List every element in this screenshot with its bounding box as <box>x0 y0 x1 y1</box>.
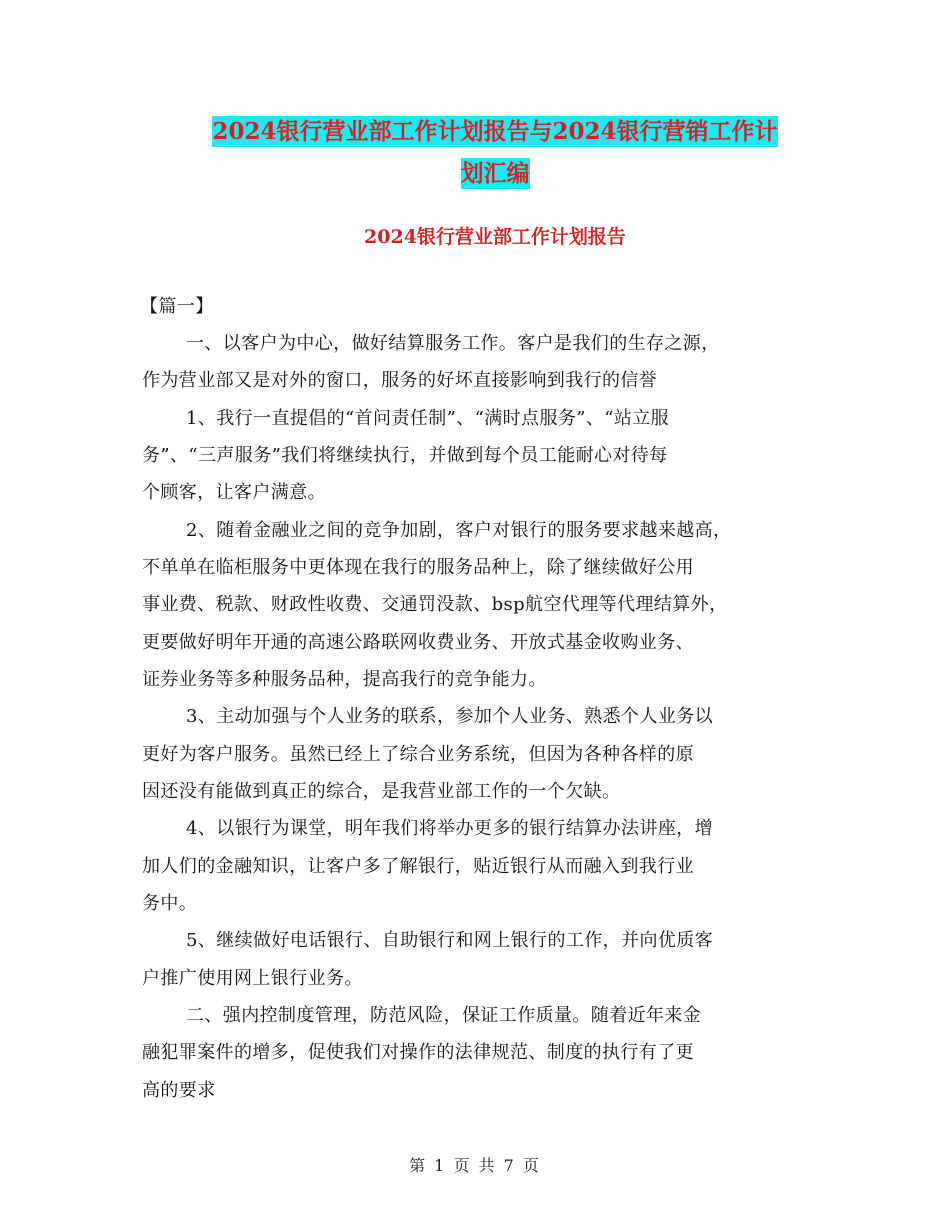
body-line: 不单单在临柜服务中更体现在我行的服务品种上，除了继续做好公用 <box>142 557 694 578</box>
body-line: 务中。 <box>142 893 198 914</box>
body-line: 一、以客户为中心，做好结算服务工作。客户是我们的生存之源， <box>186 333 720 354</box>
document-title-line-1 <box>140 116 850 148</box>
body-line: 5、继续做好电话银行、自助银行和网上银行的工作，并向优质客 <box>186 930 714 951</box>
body-line: 更好为客户服务。虽然已经上了综合业务系统，但因为各种各样的原 <box>142 744 694 765</box>
body-line: 务”、“三声服务”我们将继续执行，并做到每个员工能耐心对待每 <box>142 445 668 466</box>
document-title-line-2 <box>140 158 850 190</box>
body-line: 加人们的金融知识，让客户多了解银行，贴近银行从而融入到我行业 <box>142 856 694 877</box>
body-line: 3、主动加强与个人业务的联系，参加个人业务、熟悉个人业务以 <box>186 706 714 727</box>
body-line: 个顾客，让客户满意。 <box>142 482 326 503</box>
title-highlight: 划汇编 <box>460 160 530 187</box>
body-line: 【篇一】 <box>140 296 214 317</box>
body-line: 4、以银行为课堂，明年我们将举办更多的银行结算办法讲座，增 <box>186 818 714 839</box>
body-line: 因还没有能做到真正的综合，是我营业部工作的一个欠缺。 <box>142 781 621 802</box>
body-line: 1、我行一直提倡的“首问责任制”、“满时点服务”、“站立服 <box>186 408 670 429</box>
body-line: 证券业务等多种服务品种，提高我行的竞争能力。 <box>142 669 547 690</box>
body-line: 作为营业部又是对外的窗口，服务的好坏直接影响到我行的信誉 <box>142 370 658 391</box>
page-footer: 第 1 页 共 7 页 <box>409 1156 541 1175</box>
body-line: 2、随着金融业之间的竞争加剧，客户对银行的服务要求越来越高， <box>186 520 732 541</box>
body-line: 高的要求 <box>142 1080 216 1101</box>
body-line: 事业费、税款、财政性收费、交通罚没款、bsp航空代理等代理结算外， <box>142 594 728 615</box>
body-line: 二、强内控制度管理，防范风险，保证工作质量。随着近年来金 <box>186 1005 702 1026</box>
body-line: 更要做好明年开通的高速公路联网收费业务、开放式基金收购业务、 <box>142 632 694 653</box>
title-highlight: 2024银行营业部工作计划报告与2024银行营销工作计 <box>212 118 778 145</box>
body-line: 户推广使用网上银行业务。 <box>142 968 363 989</box>
body-line: 融犯罪案件的增多，促使我们对操作的法律规范、制度的执行有了更 <box>142 1042 694 1063</box>
section-title: 2024银行营业部工作计划报告 <box>364 226 626 248</box>
